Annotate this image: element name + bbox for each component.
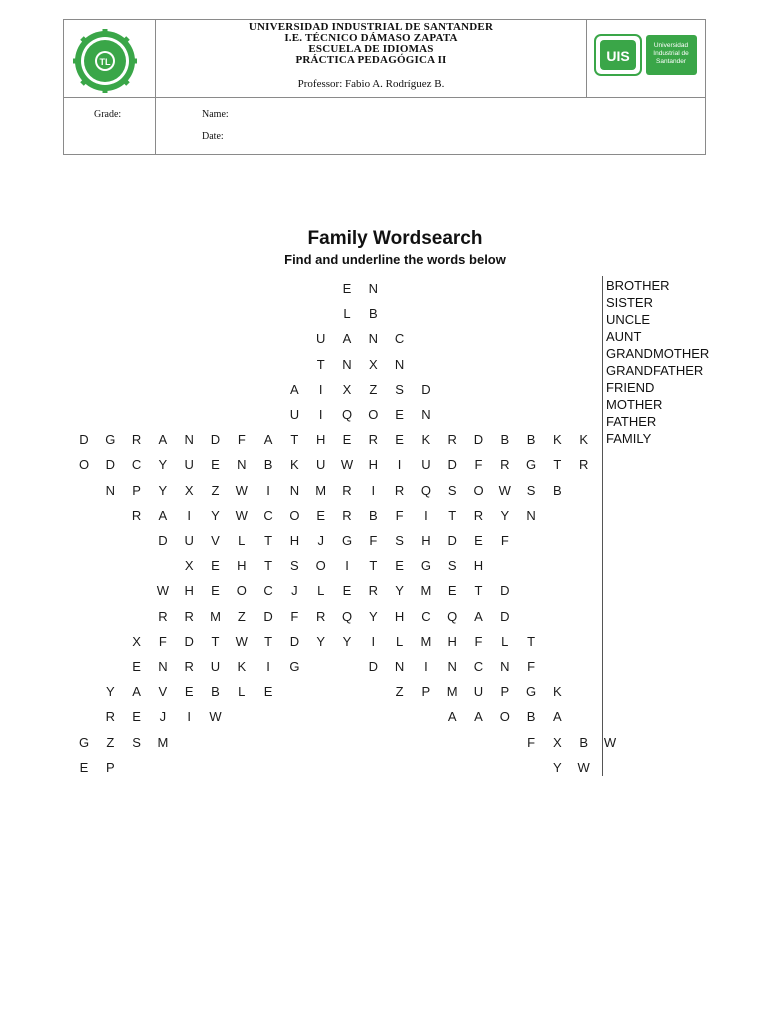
grid-letter: K xyxy=(237,659,247,674)
grid-letter: H xyxy=(184,583,194,599)
grid-letter: B xyxy=(500,432,510,448)
svg-text:Universidad: Universidad xyxy=(653,42,689,49)
grid-letter: R xyxy=(342,482,352,498)
grid-letter: A xyxy=(553,709,562,725)
svg-text:Santander: Santander xyxy=(656,58,686,65)
grid-letter: E xyxy=(395,407,404,422)
grid-letter: D xyxy=(447,457,457,473)
grid-letter: X xyxy=(368,356,378,372)
grid-letter: C xyxy=(394,331,405,347)
grid-letter: P xyxy=(421,684,431,700)
grid-letter: E xyxy=(132,709,141,725)
professor-name: Professor: Fabio A. Rodríguez B. xyxy=(297,78,445,90)
grid-letter: M xyxy=(446,684,458,700)
grid-letter: F xyxy=(237,432,246,448)
grid-letter: I xyxy=(187,507,191,523)
grid-letter: X xyxy=(342,381,352,397)
grid-letter: O xyxy=(315,558,326,574)
grid-letter: A xyxy=(290,381,299,397)
grid-letter: L xyxy=(395,633,404,649)
grid-letter: E xyxy=(211,457,220,473)
grid-letter: S xyxy=(447,558,457,574)
grid-letter: T xyxy=(264,533,273,548)
word-list-item: FRIEND xyxy=(606,380,655,395)
grid-letter: R xyxy=(131,507,142,523)
grid-letter: W xyxy=(603,734,617,750)
grid-letter: F xyxy=(527,734,536,750)
grid-letter: I xyxy=(187,709,191,725)
grid-letter: N xyxy=(421,407,431,422)
grid-letter: S xyxy=(290,558,299,574)
grid-letter: I xyxy=(318,381,323,397)
grid-letter: B xyxy=(579,734,589,750)
grid-letter: Q xyxy=(447,608,458,624)
grid-letter: U xyxy=(184,533,194,548)
grid-letter: W xyxy=(235,633,248,649)
grid-letter: B xyxy=(368,507,378,523)
grid-letter: D xyxy=(500,608,510,624)
grid-letter: T xyxy=(553,457,562,473)
grid-letter: K xyxy=(553,432,562,448)
grid-letter: B xyxy=(526,709,536,725)
grid-letter: Z xyxy=(369,381,378,397)
grid-letter: M xyxy=(315,482,327,498)
word-list-item: AUNT xyxy=(606,329,642,344)
grid-letter: D xyxy=(421,381,431,397)
grid-letter: Y xyxy=(316,633,326,649)
grid-letter: I xyxy=(371,482,376,498)
grid-letter: E xyxy=(447,583,457,599)
grid-letter: Z xyxy=(106,734,115,750)
uis-logo-mark: UIS xyxy=(606,48,630,64)
grid-letter: X xyxy=(184,482,194,498)
institution-line: UNIVERSIDAD INDUSTRIAL DE SANTANDER xyxy=(248,21,494,33)
grid-letter: E xyxy=(211,558,220,574)
grid-letter: D xyxy=(105,457,115,473)
grid-letter: U xyxy=(315,331,326,347)
grid-letter: F xyxy=(474,457,483,473)
grid-letter: E xyxy=(184,684,194,700)
grid-letter: B xyxy=(211,684,220,700)
grid-letter: R xyxy=(184,608,194,624)
grid-letter: N xyxy=(237,457,247,473)
grid-letter: S xyxy=(447,482,457,498)
grid-letter: R xyxy=(315,608,326,624)
grid-letter: H xyxy=(421,533,431,548)
grid-letter: I xyxy=(424,507,428,523)
word-list-item: MOTHER xyxy=(606,397,663,412)
grid-letter: X xyxy=(184,558,194,574)
grid-letter: N xyxy=(526,507,536,523)
grid-letter: F xyxy=(474,633,483,649)
grid-letter: N xyxy=(500,659,510,674)
grid-letter: R xyxy=(158,608,168,624)
grid-letter: F xyxy=(527,659,536,674)
grid-letter: U xyxy=(473,684,484,700)
grid-letter: R xyxy=(184,659,194,674)
grid-letter: W xyxy=(209,709,222,725)
grid-letter: I xyxy=(266,659,270,674)
grid-letter: L xyxy=(343,306,351,322)
grid-letter: H xyxy=(289,533,300,548)
name-label: Name: xyxy=(202,109,229,120)
grid-letter: T xyxy=(264,558,273,574)
grid-letter: Q xyxy=(341,608,353,624)
grid-letter: C xyxy=(131,457,142,473)
uis-logo xyxy=(594,34,698,76)
grid-letter: C xyxy=(421,608,431,624)
grid-letter: C xyxy=(263,583,273,599)
grid-letter: Z xyxy=(211,482,220,498)
grid-letter: U xyxy=(210,659,221,674)
grid-letter: K xyxy=(553,684,562,700)
grid-letter: S xyxy=(526,482,536,498)
grid-letter: B xyxy=(368,306,378,322)
grid-letter: J xyxy=(291,583,298,599)
grid-letter: A xyxy=(447,709,457,725)
grid-letter: A xyxy=(263,432,273,448)
grid-letter: A xyxy=(474,608,483,624)
grid-letter: F xyxy=(369,533,378,548)
grid-letter: O xyxy=(368,407,379,422)
grid-letter: H xyxy=(473,558,484,574)
grid-letter: I xyxy=(424,659,428,674)
grid-letter: N xyxy=(105,482,115,498)
grid-letter: B xyxy=(526,432,536,448)
grid-letter: Y xyxy=(158,482,168,498)
grid-letter: A xyxy=(342,331,352,347)
grid-letter: W xyxy=(577,759,590,775)
grid-letter: T xyxy=(474,583,483,599)
grid-letter: X xyxy=(132,633,141,649)
word-list-item: SISTER xyxy=(606,295,653,310)
grid-letter: H xyxy=(394,608,405,624)
grid-letter: E xyxy=(474,533,483,548)
grid-letter: D xyxy=(447,533,457,548)
grid-letter: P xyxy=(132,482,141,498)
grid-letter: G xyxy=(526,457,537,473)
grid-letter: V xyxy=(158,684,168,700)
grid-letter: Y xyxy=(105,684,115,700)
word-list-item: FATHER xyxy=(606,414,657,429)
grid-letter: I xyxy=(345,558,349,574)
grid-letter: Y xyxy=(368,608,378,624)
word-list-item: BROTHER xyxy=(606,278,670,293)
grid-letter: L xyxy=(238,684,246,700)
grid-letter: M xyxy=(210,608,221,624)
grid-letter: R xyxy=(473,507,484,523)
grid-letter: T xyxy=(448,507,457,523)
grid-letter: S xyxy=(395,381,404,397)
grid-letter: M xyxy=(420,633,432,649)
word-list-item: FAMILY xyxy=(606,431,652,446)
grid-letter: H xyxy=(237,558,247,574)
grid-letter: D xyxy=(500,583,510,599)
grid-letter: H xyxy=(368,457,378,473)
grid-letter: B xyxy=(263,457,273,473)
grid-letter: A xyxy=(158,507,168,523)
grid-letter: I xyxy=(397,457,402,473)
grid-letter: U xyxy=(289,407,300,422)
grid-letter: T xyxy=(290,432,299,448)
grid-letter: I xyxy=(318,407,323,422)
grid-letter: K xyxy=(421,432,431,448)
word-list-divider xyxy=(602,276,603,776)
grid-letter: O xyxy=(236,583,247,599)
grid-letter: D xyxy=(210,432,221,448)
grid-letter: N xyxy=(447,659,457,674)
grid-letter: N xyxy=(289,482,300,498)
grid-letter: L xyxy=(317,583,325,599)
grid-letter: H xyxy=(447,633,457,649)
grid-letter: A xyxy=(158,432,168,448)
grid-letter: E xyxy=(263,684,273,700)
grid-letter: G xyxy=(289,659,300,674)
grid-letter: G xyxy=(526,684,537,700)
grid-letter: S xyxy=(395,533,404,548)
grid-letter: E xyxy=(79,759,89,775)
grid-letter: T xyxy=(527,633,536,649)
grid-letter: D xyxy=(368,659,378,674)
grid-letter: Y xyxy=(553,759,562,775)
grid-letter: M xyxy=(157,734,169,750)
grid-letter: P xyxy=(105,759,115,775)
grid-letter: O xyxy=(78,457,90,473)
grid-letter: Q xyxy=(420,482,431,498)
wordsearch-instructions: Find and underline the words below xyxy=(284,252,506,267)
grid-letter: R xyxy=(578,457,589,473)
grid-letter: Y xyxy=(395,583,404,599)
grid-letter: D xyxy=(473,432,484,448)
grid-letter: C xyxy=(473,659,484,674)
grid-letter: A xyxy=(132,684,141,700)
grid-letter: E xyxy=(395,432,404,448)
grid-letter: N xyxy=(342,356,352,372)
institution-line: ESCUELA DE IDIOMAS xyxy=(308,43,434,55)
grid-letter: O xyxy=(289,507,300,523)
grid-letter: Y xyxy=(211,507,220,523)
word-list-item: GRANDFATHER xyxy=(606,363,704,378)
grid-letter: E xyxy=(342,281,352,296)
grid-letter: O xyxy=(473,482,484,498)
grid-letter: E xyxy=(342,432,352,448)
grid-letter: I xyxy=(371,633,376,649)
word-list-item: GRANDMOTHER xyxy=(606,346,710,361)
grid-letter: N xyxy=(184,432,194,448)
grid-letter: G xyxy=(105,432,116,448)
grid-letter: N xyxy=(368,331,378,347)
grid-letter: W xyxy=(235,507,248,523)
word-list xyxy=(606,277,709,447)
grid-letter: G xyxy=(341,533,353,548)
grid-letter: T xyxy=(264,633,273,649)
grid-letter: E xyxy=(342,583,352,599)
grid-letter: A xyxy=(474,709,483,725)
grid-letter: U xyxy=(315,457,326,473)
grid-letter: F xyxy=(395,507,404,523)
grid-letter: G xyxy=(78,734,90,750)
grid-letter: Y xyxy=(500,507,510,523)
grid-letter: D xyxy=(184,633,194,649)
grid-letter: F xyxy=(290,608,299,624)
date-label: Date: xyxy=(202,131,224,142)
grid-letter: N xyxy=(368,281,378,296)
grid-letter: J xyxy=(317,533,324,548)
grid-letter: O xyxy=(499,709,510,725)
grid-letter: L xyxy=(501,633,509,649)
grid-letter: D xyxy=(158,533,168,548)
seal-center-text: TL xyxy=(99,57,111,67)
grid-letter: P xyxy=(500,684,510,700)
grid-letter: E xyxy=(395,558,404,574)
institution-line: I.E. TÉCNICO DÁMASO ZAPATA xyxy=(284,32,458,44)
grid-letter: Y xyxy=(342,633,352,649)
grid-letter: R xyxy=(342,507,352,523)
grid-letter: X xyxy=(553,734,562,750)
grid-letter: N xyxy=(394,356,405,372)
grid-letter: K xyxy=(579,432,589,448)
grid-letter: N xyxy=(158,659,168,674)
grid-letter: W xyxy=(498,482,511,498)
grid-letter: D xyxy=(263,608,273,624)
grid-letter: B xyxy=(553,482,562,498)
grid-letter: T xyxy=(316,356,325,372)
institution-line: PRÁCTICA PEDAGÓGICA II xyxy=(295,54,447,66)
grid-letter: W xyxy=(156,583,170,599)
grid-letter: Z xyxy=(237,608,246,624)
grid-letter: T xyxy=(369,558,378,574)
grid-letter: E xyxy=(132,659,141,674)
grid-letter: W xyxy=(340,457,354,473)
grid-letter: N xyxy=(394,659,405,674)
grid-letter: M xyxy=(420,583,432,599)
grid-letter: R xyxy=(394,482,405,498)
grid-letter: Y xyxy=(158,457,168,473)
grid-letter: J xyxy=(159,709,167,725)
grid-letter: D xyxy=(289,633,300,649)
grid-letter: Z xyxy=(395,684,404,700)
grid-letter: R xyxy=(447,432,457,448)
grid-letter: F xyxy=(158,633,167,649)
grid-letter: E xyxy=(316,507,326,523)
grid-letter: I xyxy=(266,482,270,498)
grid-letter: F xyxy=(500,533,509,548)
grade-label: Grade: xyxy=(94,109,122,120)
grid-letter: K xyxy=(290,457,299,473)
grid-letter: H xyxy=(315,432,326,448)
grid-letter: R xyxy=(500,457,510,473)
grid-letter: V xyxy=(211,533,220,548)
svg-text:Industrial de: Industrial de xyxy=(653,50,689,57)
wordsearch-title: Family Wordsearch xyxy=(307,228,483,249)
grid-letter: C xyxy=(263,507,273,523)
word-list-item: UNCLE xyxy=(606,312,651,327)
grid-letter: T xyxy=(211,633,220,649)
grid-letter: U xyxy=(184,457,194,473)
grid-letter: R xyxy=(368,432,378,448)
grid-letter: E xyxy=(211,583,220,599)
grid-letter: U xyxy=(421,457,431,473)
grid-letter: L xyxy=(238,533,246,548)
grid-letter: G xyxy=(420,558,431,574)
grid-letter: R xyxy=(131,432,142,448)
grid-letter: Q xyxy=(341,407,353,422)
grid-letter: W xyxy=(235,482,248,498)
grid-letter: S xyxy=(132,734,141,750)
grid-letter: R xyxy=(105,709,115,725)
grid-letter: D xyxy=(79,432,89,448)
grid-letter: R xyxy=(368,583,378,599)
